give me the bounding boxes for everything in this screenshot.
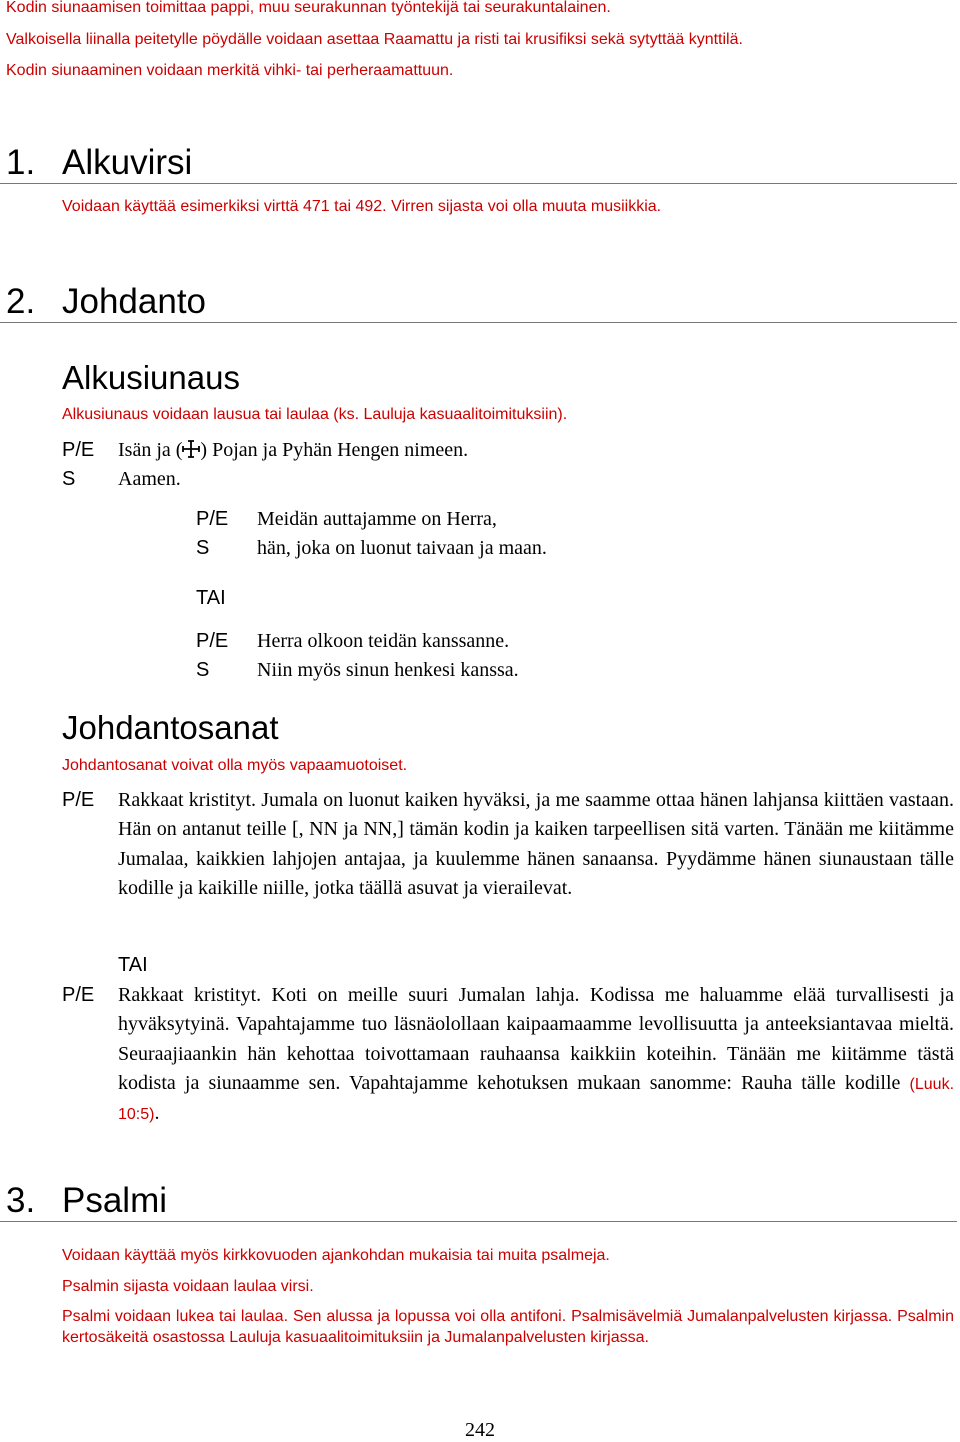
tai-label: TAI bbox=[118, 954, 148, 976]
liturgy-line bbox=[118, 436, 468, 465]
liturgy-line: Meidän auttajamme on Herra, bbox=[257, 508, 497, 530]
section-1-number: 1. bbox=[6, 143, 36, 182]
role-label: S bbox=[196, 537, 210, 559]
paragraph-2-end: . bbox=[154, 1102, 160, 1125]
liturgy-text-after: ) Pojan ja Pyhän Hengen nimeen. bbox=[200, 439, 469, 461]
page-number: 242 bbox=[465, 1419, 495, 1441]
paragraph-2-text: Rakkaat kristityt. Koti on meille suuri Jumalan lahja. Kodissa me haluamme elää turvallisesti ja hyväksytyinä. Vapahtajamme tuo läsnäolollaan kaipaamaamme levollisuutta ja anteeksiantavaa mieltä. Seuraajiaankin hän kehottaa toivottamaan rauhaansa kaikkiin koteihin. Tänään me kiitämme tästä kodista ja siunaamme sen. Vapahtajamme kehotuksen mukaan sanomme: Rauha tälle kodille bbox=[118, 984, 954, 1094]
section-3-heading bbox=[6, 1181, 167, 1221]
section-3-note-3: Psalmi voidaan lukea tai laulaa. Sen alussa ja lopussa voi olla antifoni. Psalmisävelmiä Jumalanpalvelusten kirjassa. Psalmin kertosäkeitä osastossa Lauluja kasuaalitoimituksiin ja Jumalanpalvelusten kirjassa. bbox=[62, 1308, 954, 1346]
liturgy-line: Herra olkoon teidän kanssanne. bbox=[257, 630, 510, 652]
section-1-note: Voidaan käyttää esimerkiksi virttä 471 tai 492. Virren sijasta voi olla muuta musiikkia. bbox=[62, 198, 662, 215]
liturgy-text-before: Isän ja ( bbox=[118, 439, 183, 461]
role-label: S bbox=[62, 468, 76, 490]
section-2-heading bbox=[6, 282, 206, 322]
section-1-heading bbox=[6, 143, 192, 183]
johdantosanat-paragraph-1: Rakkaat kristityt. Jumala on luonut kaiken hyväksi, ja me saamme ottaa hänen lahjansa kiittäen vastaan. Hän on antanut teille [, NN ja NN,] tämän kodin ja kaiken tarpeellisen sitä varten. Tänään me kiitämme Jumalaa, kaikkien lahjojen antajaa, ja kuulemme hänen sanaansa. Pyydämme hänen siunaustaan tälle kodille ja kaikille niille, jotka täällä asuvat ja vierailevat. bbox=[118, 789, 954, 899]
liturgy-line: Niin myös sinun henkesi kanssa. bbox=[257, 659, 519, 681]
tai-label: TAI bbox=[196, 587, 226, 609]
section-3-note-1: Voidaan käyttää myös kirkkovuoden ajankohdan mukaisia tai muita psalmeja. bbox=[62, 1247, 610, 1264]
section-2-rule bbox=[0, 322, 957, 323]
section-1-rule bbox=[0, 183, 957, 184]
role-label: S bbox=[196, 659, 210, 681]
johdantosanat-heading: Johdantosanat bbox=[62, 709, 279, 746]
section-3-number: 3. bbox=[6, 1181, 36, 1220]
section-2-title: Johdanto bbox=[62, 282, 207, 321]
liturgy-line: Aamen. bbox=[118, 468, 181, 490]
alkusiunaus-note: Alkusiunaus voidaan lausua tai laulaa (ks. Lauluja kasuaalitoimituksiin). bbox=[62, 406, 568, 423]
intro-note-2: Valkoisella liinalla peitetylle pöydälle voidaan asettaa Raamattu ja risti tai krusifiksi sekä sytyttää kynttilä. bbox=[6, 31, 743, 48]
section-3-title: Psalmi bbox=[62, 1181, 168, 1220]
role-label: P/E bbox=[62, 984, 95, 1006]
section-2-number: 2. bbox=[6, 282, 36, 321]
johdantosanat-note: Johdantosanat voivat olla myös vapaamuotoiset. bbox=[62, 757, 408, 774]
cross-icon bbox=[182, 440, 200, 458]
intro-note-1: Kodin siunaamisen toimittaa pappi, muu seurakunnan työntekijä tai seurakuntalainen. bbox=[6, 0, 611, 16]
section-1-title: Alkuvirsi bbox=[62, 143, 193, 182]
johdantosanat-paragraph-2 bbox=[118, 981, 954, 1129]
role-label: P/E bbox=[62, 439, 95, 461]
section-3-note-2: Psalmin sijasta voidaan laulaa virsi. bbox=[62, 1278, 314, 1295]
liturgy-line: hän, joka on luonut taivaan ja maan. bbox=[257, 537, 547, 559]
role-label: P/E bbox=[196, 508, 229, 530]
role-label: P/E bbox=[62, 789, 95, 811]
alkusiunaus-heading: Alkusiunaus bbox=[62, 359, 240, 396]
intro-note-3: Kodin siunaaminen voidaan merkitä vihki- tai perheraamattuun. bbox=[6, 62, 454, 79]
section-3-rule bbox=[0, 1221, 957, 1222]
role-label: P/E bbox=[196, 630, 229, 652]
bible-reference: (Luuk. 10:5) bbox=[118, 1075, 955, 1124]
